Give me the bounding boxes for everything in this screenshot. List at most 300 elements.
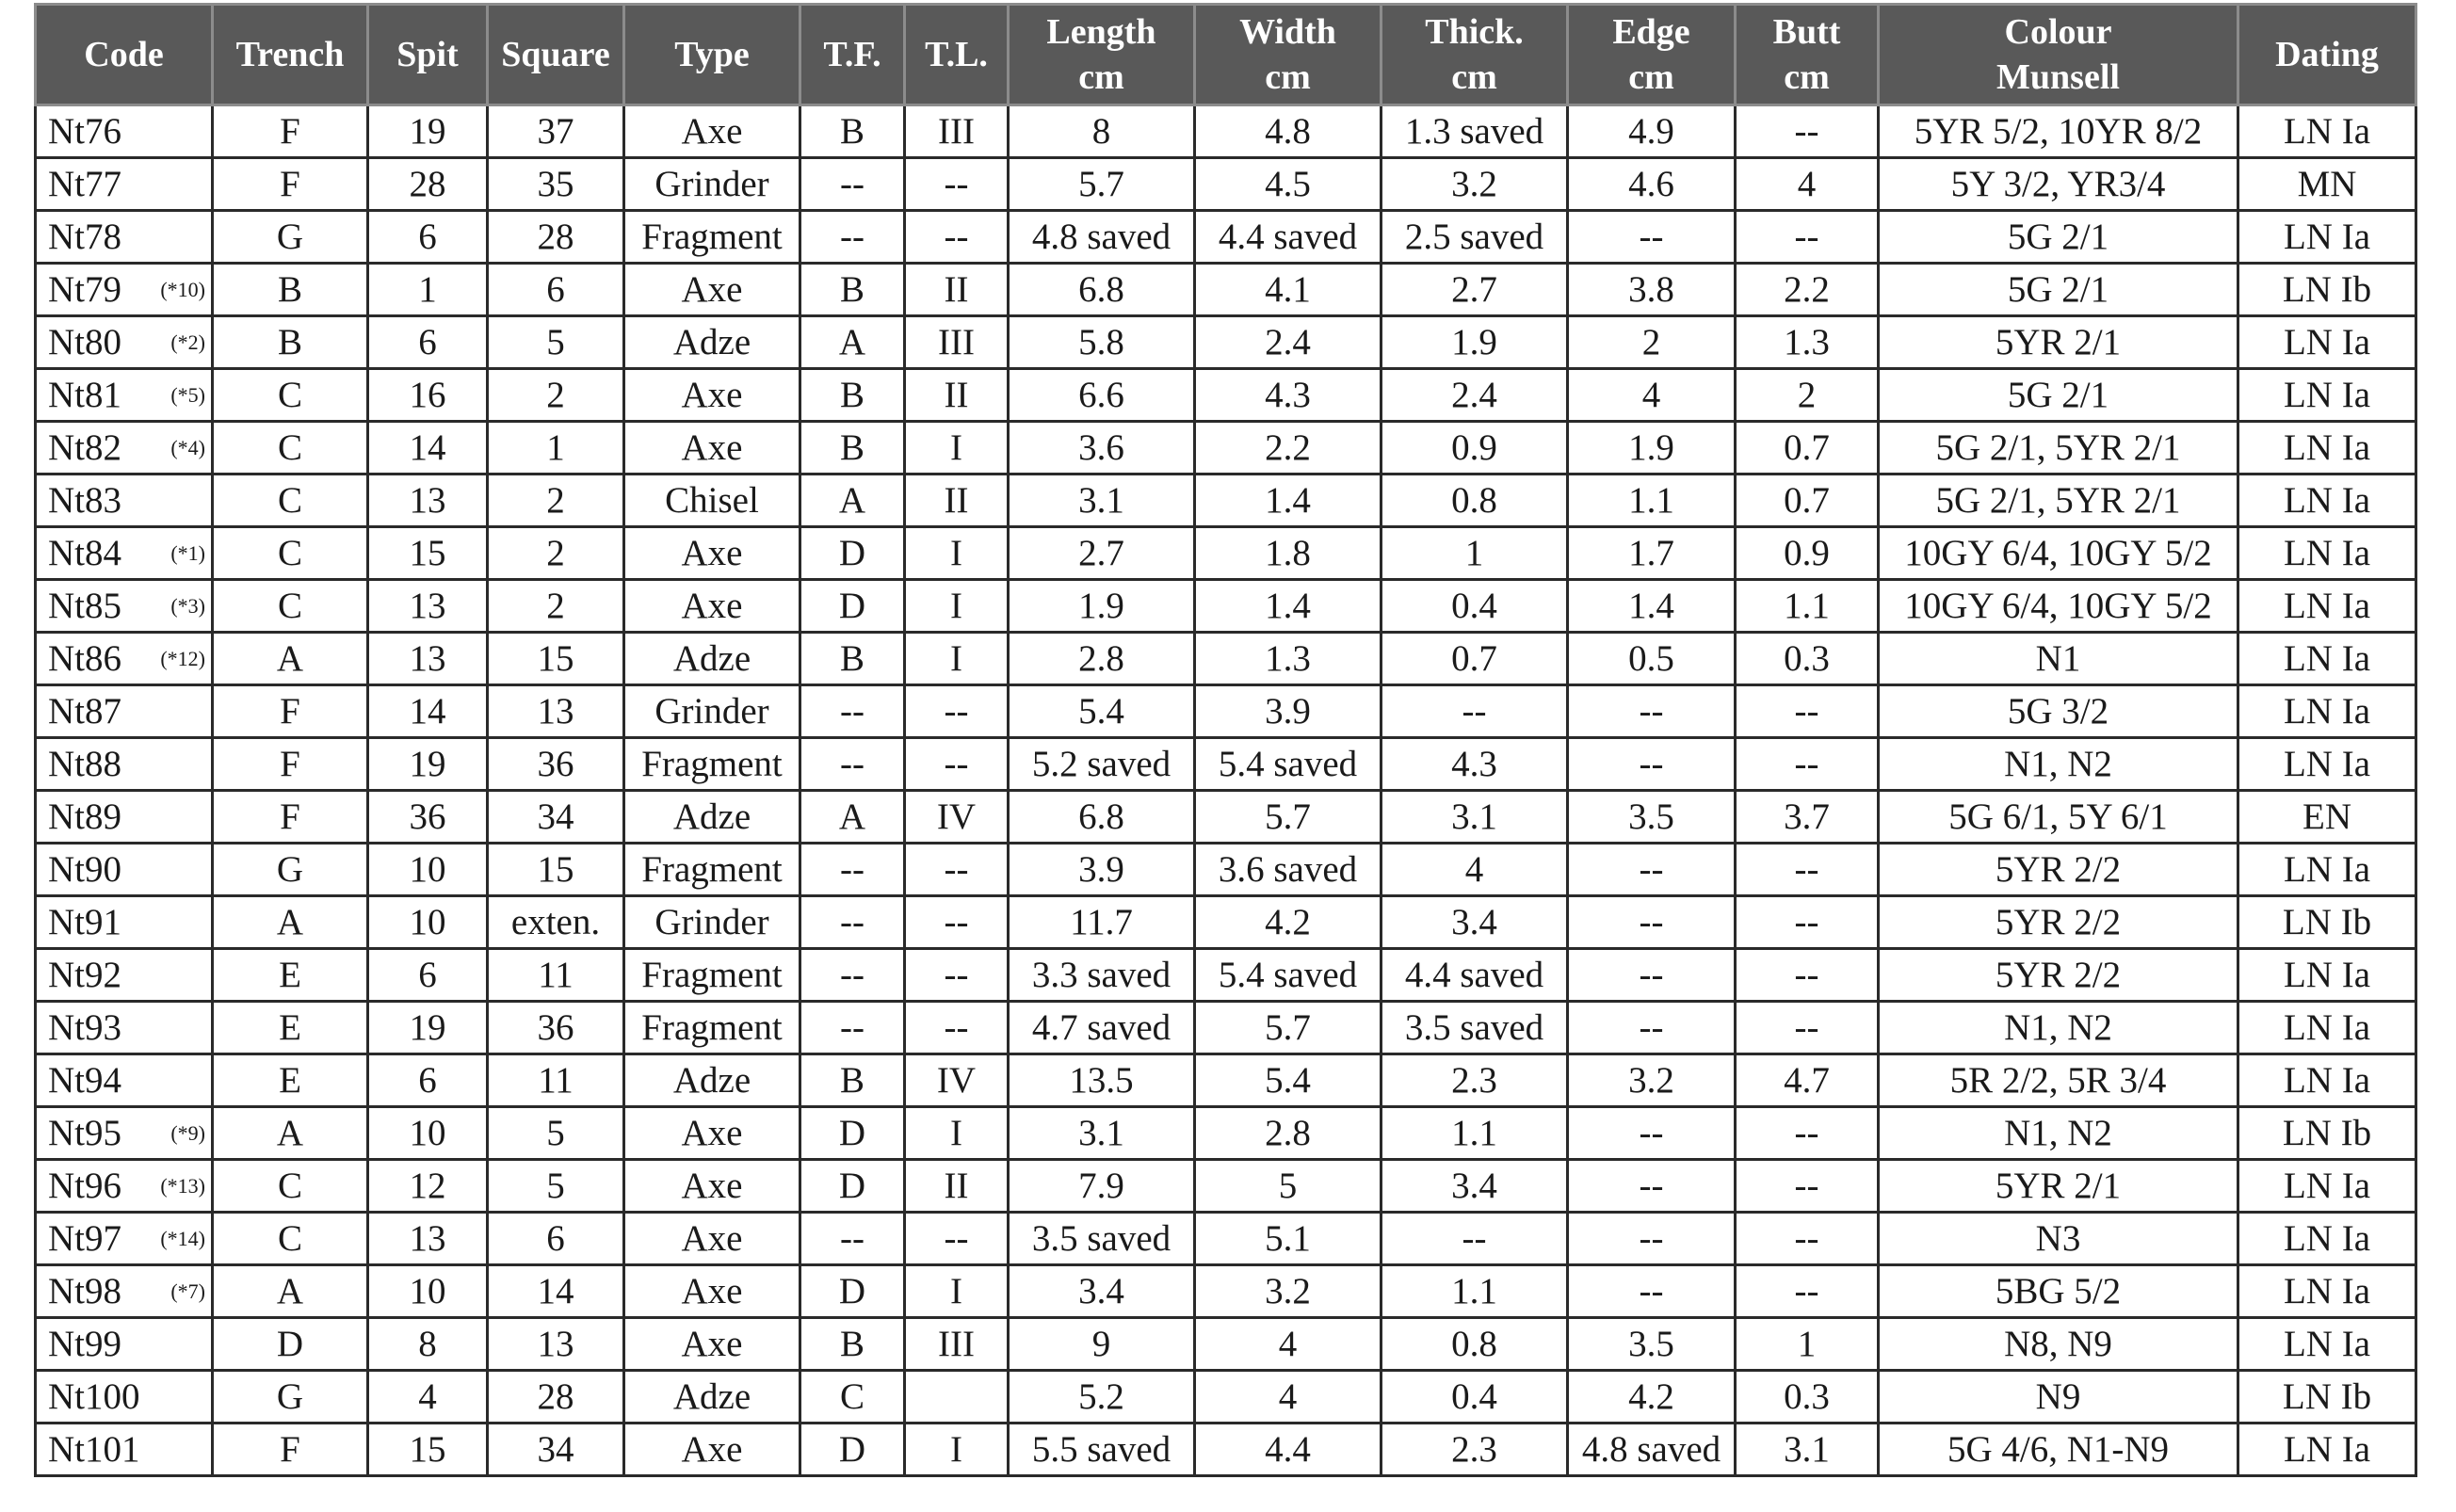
table-cell: D xyxy=(213,1318,368,1371)
code-cell xyxy=(36,1371,213,1424)
table-cell: Axe xyxy=(624,1160,800,1213)
table-cell: II xyxy=(905,369,1009,422)
table-cell: 2 xyxy=(1568,316,1736,369)
table-cell: 1.4 xyxy=(1195,580,1382,633)
table-cell: 3.5 xyxy=(1568,1318,1736,1371)
table-cell: 14 xyxy=(368,685,488,738)
table-cell: LN Ia xyxy=(2238,422,2416,475)
code-text: Nt78 xyxy=(48,217,121,257)
table-cell: 5.8 xyxy=(1009,316,1195,369)
table-row xyxy=(36,475,2416,527)
table-cell: D xyxy=(800,1160,905,1213)
table-cell: 2.2 xyxy=(1736,264,1879,316)
table-row xyxy=(36,264,2416,316)
table-cell: 13 xyxy=(368,1213,488,1265)
table-cell: Adze xyxy=(624,791,800,844)
table-cell: C xyxy=(213,580,368,633)
table-cell: 6 xyxy=(488,1213,624,1265)
table-cell: -- xyxy=(1382,685,1568,738)
table-cell: 15 xyxy=(488,633,624,685)
table-cell: D xyxy=(800,1107,905,1160)
table-cell: 28 xyxy=(488,211,624,264)
table-cell: A xyxy=(800,791,905,844)
table-cell: 4.3 xyxy=(1195,369,1382,422)
column-header-text: cm xyxy=(1784,57,1830,97)
code-cell xyxy=(36,1424,213,1476)
table-cell: -- xyxy=(1736,1160,1879,1213)
table-cell: G xyxy=(213,1371,368,1424)
table-cell: B xyxy=(213,316,368,369)
code-text: Nt82 xyxy=(48,427,121,468)
table-cell: -- xyxy=(905,896,1009,949)
code-cell xyxy=(36,1265,213,1318)
table-cell: Axe xyxy=(624,1265,800,1318)
table-cell: 3.7 xyxy=(1736,791,1879,844)
footnote-ref: (*4) xyxy=(170,436,205,459)
table-cell: 13.5 xyxy=(1009,1054,1195,1107)
table-cell: 7.9 xyxy=(1009,1160,1195,1213)
table-cell: 5G 6/1, 5Y 6/1 xyxy=(1879,791,2238,844)
table-cell: Adze xyxy=(624,1371,800,1424)
table-cell: -- xyxy=(1736,105,1879,158)
table-cell: Axe xyxy=(624,369,800,422)
table-cell: B xyxy=(800,369,905,422)
table-cell: II xyxy=(905,264,1009,316)
table-cell: 5.4 xyxy=(1009,685,1195,738)
table-row xyxy=(36,896,2416,949)
table-cell: 4.4 saved xyxy=(1195,211,1382,264)
table-cell: 1.4 xyxy=(1568,580,1736,633)
table-cell: 5.5 saved xyxy=(1009,1424,1195,1476)
column-header-text: cm xyxy=(1451,57,1497,97)
code-cell xyxy=(36,844,213,896)
table-row xyxy=(36,1424,2416,1476)
table-cell: -- xyxy=(800,949,905,1002)
table-cell: 3.5 saved xyxy=(1009,1213,1195,1265)
table-cell: 13 xyxy=(368,633,488,685)
table-cell: LN Ia xyxy=(2238,633,2416,685)
table-cell: I xyxy=(905,527,1009,580)
table-cell: 1 xyxy=(368,264,488,316)
table-cell: 1.3 saved xyxy=(1382,105,1568,158)
table-cell: 4.4 xyxy=(1195,1424,1382,1476)
table-cell: 1.7 xyxy=(1568,527,1736,580)
code-text: Nt99 xyxy=(48,1324,121,1364)
table-cell: 4 xyxy=(1195,1318,1382,1371)
table-cell: 2 xyxy=(1736,369,1879,422)
table-cell: 6.6 xyxy=(1009,369,1195,422)
table-cell: 2 xyxy=(488,527,624,580)
code-text: Nt87 xyxy=(48,691,121,732)
table-cell: 2.4 xyxy=(1382,369,1568,422)
table-cell: 4 xyxy=(1195,1371,1382,1424)
table-cell: 5 xyxy=(1195,1160,1382,1213)
column-header-text: Munsell xyxy=(1996,57,2120,97)
table-cell: 37 xyxy=(488,105,624,158)
table-cell: Axe xyxy=(624,1213,800,1265)
table-cell: 5YR 2/2 xyxy=(1879,896,2238,949)
column-header xyxy=(1195,5,1382,105)
code-cell xyxy=(36,738,213,791)
table-cell: 5G 2/1, 5YR 2/1 xyxy=(1879,475,2238,527)
table-cell: 3.5 saved xyxy=(1382,1002,1568,1054)
column-header-text: Spit xyxy=(396,35,459,74)
table-cell: 5.4 saved xyxy=(1195,738,1382,791)
table-cell: 1.9 xyxy=(1568,422,1736,475)
table-cell: A xyxy=(800,316,905,369)
table-cell: 5.7 xyxy=(1195,791,1382,844)
table-cell: 10 xyxy=(368,844,488,896)
table-cell: 5BG 5/2 xyxy=(1879,1265,2238,1318)
table-cell: 0.3 xyxy=(1736,1371,1879,1424)
table-row xyxy=(36,580,2416,633)
table-cell: 1.1 xyxy=(1382,1265,1568,1318)
code-cell xyxy=(36,316,213,369)
table-cell: 5 xyxy=(488,316,624,369)
table-cell: 4.2 xyxy=(1195,896,1382,949)
table-cell: LN Ia xyxy=(2238,580,2416,633)
table-cell: LN Ia xyxy=(2238,1002,2416,1054)
table-cell: 5.1 xyxy=(1195,1213,1382,1265)
table-cell: -- xyxy=(1736,896,1879,949)
table-cell: 0.8 xyxy=(1382,1318,1568,1371)
table-cell: B xyxy=(800,633,905,685)
table-cell: 2.8 xyxy=(1009,633,1195,685)
table-cell xyxy=(905,1371,1009,1424)
table-cell: 6 xyxy=(368,316,488,369)
table-row xyxy=(36,211,2416,264)
table-row xyxy=(36,369,2416,422)
table-row xyxy=(36,791,2416,844)
table-cell: N8, N9 xyxy=(1879,1318,2238,1371)
code-cell xyxy=(36,422,213,475)
table-cell: LN Ia xyxy=(2238,211,2416,264)
table-cell: -- xyxy=(800,1213,905,1265)
table-cell: 0.7 xyxy=(1736,475,1879,527)
code-cell xyxy=(36,369,213,422)
table-cell: Axe xyxy=(624,422,800,475)
code-text: Nt91 xyxy=(48,902,121,942)
table-cell: 3.6 xyxy=(1009,422,1195,475)
table-row xyxy=(36,844,2416,896)
table-cell: -- xyxy=(800,738,905,791)
table-cell: 2.3 xyxy=(1382,1424,1568,1476)
table-cell: 5YR 2/2 xyxy=(1879,844,2238,896)
column-header xyxy=(624,5,800,105)
table-cell: B xyxy=(800,1054,905,1107)
table-cell: F xyxy=(213,158,368,211)
table-cell: 9 xyxy=(1009,1318,1195,1371)
table-cell: 12 xyxy=(368,1160,488,1213)
table-cell: 3.2 xyxy=(1382,158,1568,211)
table-cell: C xyxy=(213,422,368,475)
table-cell: 19 xyxy=(368,105,488,158)
table-cell: 1 xyxy=(488,422,624,475)
code-text: Nt98 xyxy=(48,1271,121,1311)
table-cell: 14 xyxy=(368,422,488,475)
column-header-text: Dating xyxy=(2275,35,2379,74)
table-cell: -- xyxy=(1736,1265,1879,1318)
table-cell: A xyxy=(213,1107,368,1160)
table-cell: 19 xyxy=(368,738,488,791)
table-cell: B xyxy=(800,1318,905,1371)
column-header-text: Length xyxy=(1046,12,1156,52)
table-cell: 0.3 xyxy=(1736,633,1879,685)
table-cell: -- xyxy=(1568,685,1736,738)
table-cell: III xyxy=(905,1318,1009,1371)
table-cell: 4.1 xyxy=(1195,264,1382,316)
table-cell: 8 xyxy=(368,1318,488,1371)
table-row xyxy=(36,316,2416,369)
table-cell: I xyxy=(905,1424,1009,1476)
table-cell: LN Ia xyxy=(2238,1424,2416,1476)
table-cell: LN Ib xyxy=(2238,896,2416,949)
table-cell: C xyxy=(213,1160,368,1213)
table-cell: 0.9 xyxy=(1382,422,1568,475)
table-cell: 4.8 saved xyxy=(1009,211,1195,264)
column-header xyxy=(1736,5,1879,105)
table-cell: 10 xyxy=(368,1107,488,1160)
column-header-text: Colour xyxy=(2004,12,2112,52)
table-cell: 10GY 6/4, 10GY 5/2 xyxy=(1879,527,2238,580)
table-cell: 1.9 xyxy=(1382,316,1568,369)
column-header-text: Edge xyxy=(1612,12,1690,52)
column-header xyxy=(1009,5,1195,105)
table-cell: -- xyxy=(800,685,905,738)
code-text: Nt94 xyxy=(48,1060,121,1101)
table-cell: 5.2 saved xyxy=(1009,738,1195,791)
column-header-text: Width xyxy=(1239,12,1336,52)
table-cell: 5.4 saved xyxy=(1195,949,1382,1002)
table-cell: N3 xyxy=(1879,1213,2238,1265)
table-cell: 6 xyxy=(368,949,488,1002)
column-header-text: Thick. xyxy=(1425,12,1524,52)
code-cell xyxy=(36,1002,213,1054)
table-cell: Adze xyxy=(624,1054,800,1107)
table-cell: 3.4 xyxy=(1382,896,1568,949)
table-row xyxy=(36,1002,2416,1054)
table-cell: 3.6 saved xyxy=(1195,844,1382,896)
table-cell: -- xyxy=(1736,1213,1879,1265)
table-cell: 34 xyxy=(488,791,624,844)
table-cell: MN xyxy=(2238,158,2416,211)
code-cell xyxy=(36,791,213,844)
table-cell: 2 xyxy=(488,475,624,527)
table-cell: LN Ia xyxy=(2238,1265,2416,1318)
table-cell: IV xyxy=(905,791,1009,844)
table-cell: C xyxy=(213,527,368,580)
table-cell: -- xyxy=(1736,1107,1879,1160)
table-row xyxy=(36,1054,2416,1107)
footnote-ref: (*14) xyxy=(160,1227,205,1250)
table-cell: 3.5 xyxy=(1568,791,1736,844)
table-cell: D xyxy=(800,1265,905,1318)
table-cell: exten. xyxy=(488,896,624,949)
table-cell: 2 xyxy=(488,580,624,633)
table-cell: 3.3 saved xyxy=(1009,949,1195,1002)
table-cell: 3.4 xyxy=(1382,1160,1568,1213)
column-header xyxy=(36,5,213,105)
table-cell: 1.1 xyxy=(1382,1107,1568,1160)
artifact-table xyxy=(34,3,2417,1477)
table-cell: 13 xyxy=(368,580,488,633)
table-cell: 5G 2/1 xyxy=(1879,211,2238,264)
table-cell: 11.7 xyxy=(1009,896,1195,949)
table-cell: 15 xyxy=(488,844,624,896)
column-header xyxy=(1879,5,2238,105)
column-header-text: Butt xyxy=(1772,12,1841,52)
table-cell: 4.7 xyxy=(1736,1054,1879,1107)
table-cell: -- xyxy=(800,211,905,264)
table-header-row xyxy=(36,5,2416,105)
code-cell xyxy=(36,527,213,580)
table-cell: G xyxy=(213,844,368,896)
table-cell: 0.4 xyxy=(1382,580,1568,633)
table-cell: LN Ia xyxy=(2238,527,2416,580)
column-header-text: Trench xyxy=(235,35,345,74)
artifact-table-container xyxy=(34,3,2415,1477)
code-cell xyxy=(36,1107,213,1160)
column-header-text: Code xyxy=(84,35,164,74)
table-cell: LN Ia xyxy=(2238,369,2416,422)
table-cell: 36 xyxy=(488,1002,624,1054)
table-cell: 15 xyxy=(368,1424,488,1476)
table-cell: 4.2 xyxy=(1568,1371,1736,1424)
code-cell xyxy=(36,949,213,1002)
table-cell: N9 xyxy=(1879,1371,2238,1424)
code-text: Nt83 xyxy=(48,480,121,521)
table-cell: 6 xyxy=(368,1054,488,1107)
table-cell: Fragment xyxy=(624,949,800,1002)
table-cell: 4.7 saved xyxy=(1009,1002,1195,1054)
table-cell: 28 xyxy=(368,158,488,211)
code-cell xyxy=(36,1160,213,1213)
table-cell: LN Ia xyxy=(2238,1318,2416,1371)
table-cell: A xyxy=(800,475,905,527)
table-cell: A xyxy=(213,896,368,949)
table-cell: LN Ia xyxy=(2238,105,2416,158)
table-cell: 1 xyxy=(1382,527,1568,580)
table-cell: 4 xyxy=(368,1371,488,1424)
table-cell: C xyxy=(213,475,368,527)
column-header xyxy=(800,5,905,105)
table-cell: 5R 2/2, 5R 3/4 xyxy=(1879,1054,2238,1107)
table-cell: Axe xyxy=(624,1424,800,1476)
column-header-text: Square xyxy=(501,35,610,74)
table-cell: LN Ia xyxy=(2238,316,2416,369)
table-row xyxy=(36,1318,2416,1371)
table-cell: 3.2 xyxy=(1195,1265,1382,1318)
table-cell: N1, N2 xyxy=(1879,1107,2238,1160)
table-cell: LN Ib xyxy=(2238,1371,2416,1424)
table-cell: A xyxy=(213,1265,368,1318)
table-cell: -- xyxy=(1736,844,1879,896)
table-cell: 10GY 6/4, 10GY 5/2 xyxy=(1879,580,2238,633)
table-cell: 4 xyxy=(1568,369,1736,422)
table-cell: F xyxy=(213,738,368,791)
table-cell: III xyxy=(905,316,1009,369)
table-cell: F xyxy=(213,105,368,158)
table-cell: G xyxy=(213,211,368,264)
table-cell: 1.8 xyxy=(1195,527,1382,580)
table-cell: 5G 2/1, 5YR 2/1 xyxy=(1879,422,2238,475)
table-cell: -- xyxy=(800,844,905,896)
table-cell: -- xyxy=(1568,738,1736,791)
table-row xyxy=(36,527,2416,580)
table-cell: 34 xyxy=(488,1424,624,1476)
footnote-ref: (*5) xyxy=(170,383,205,407)
table-cell: -- xyxy=(1568,1160,1736,1213)
footnote-ref: (*12) xyxy=(160,647,205,670)
table-cell: -- xyxy=(1568,896,1736,949)
table-cell: 1.3 xyxy=(1736,316,1879,369)
code-text: Nt77 xyxy=(48,164,121,204)
table-row xyxy=(36,422,2416,475)
table-cell: -- xyxy=(1568,949,1736,1002)
column-header xyxy=(368,5,488,105)
table-cell: 5 xyxy=(488,1160,624,1213)
table-cell: -- xyxy=(1568,844,1736,896)
table-cell: 0.9 xyxy=(1736,527,1879,580)
table-cell: -- xyxy=(905,211,1009,264)
table-cell: -- xyxy=(1736,738,1879,791)
table-cell: 4 xyxy=(1736,158,1879,211)
table-cell: LN Ia xyxy=(2238,475,2416,527)
code-cell xyxy=(36,1054,213,1107)
table-cell: -- xyxy=(1736,211,1879,264)
table-cell: 5.4 xyxy=(1195,1054,1382,1107)
table-cell: LN Ib xyxy=(2238,1107,2416,1160)
table-cell: LN Ia xyxy=(2238,949,2416,1002)
table-cell: Axe xyxy=(624,105,800,158)
table-cell: I xyxy=(905,422,1009,475)
table-cell: Axe xyxy=(624,1318,800,1371)
table-cell: Fragment xyxy=(624,211,800,264)
table-cell: -- xyxy=(905,685,1009,738)
table-cell: 0.7 xyxy=(1736,422,1879,475)
table-cell: 3.4 xyxy=(1009,1265,1195,1318)
table-row xyxy=(36,633,2416,685)
table-cell: -- xyxy=(905,1213,1009,1265)
table-cell: 5 xyxy=(488,1107,624,1160)
table-cell: 5YR 5/2, 10YR 8/2 xyxy=(1879,105,2238,158)
table-cell: 2.8 xyxy=(1195,1107,1382,1160)
table-row xyxy=(36,1160,2416,1213)
table-cell: 35 xyxy=(488,158,624,211)
table-cell: 5.2 xyxy=(1009,1371,1195,1424)
table-cell: 5.7 xyxy=(1009,158,1195,211)
table-cell: 10 xyxy=(368,896,488,949)
footnote-ref: (*10) xyxy=(160,278,205,301)
table-cell: 3.1 xyxy=(1736,1424,1879,1476)
table-cell: 1 xyxy=(1736,1318,1879,1371)
table-cell: N1, N2 xyxy=(1879,1002,2238,1054)
table-cell: Chisel xyxy=(624,475,800,527)
table-cell: 5G 3/2 xyxy=(1879,685,2238,738)
table-cell: II xyxy=(905,1160,1009,1213)
footnote-ref: (*7) xyxy=(170,1279,205,1303)
table-cell: 4.8 saved xyxy=(1568,1424,1736,1476)
table-cell: 13 xyxy=(488,1318,624,1371)
table-row xyxy=(36,685,2416,738)
table-cell: F xyxy=(213,791,368,844)
table-cell: 5YR 2/2 xyxy=(1879,949,2238,1002)
table-row xyxy=(36,1371,2416,1424)
table-cell: -- xyxy=(905,844,1009,896)
code-cell xyxy=(36,211,213,264)
table-cell: 4.4 saved xyxy=(1382,949,1568,1002)
table-cell: 4.9 xyxy=(1568,105,1736,158)
